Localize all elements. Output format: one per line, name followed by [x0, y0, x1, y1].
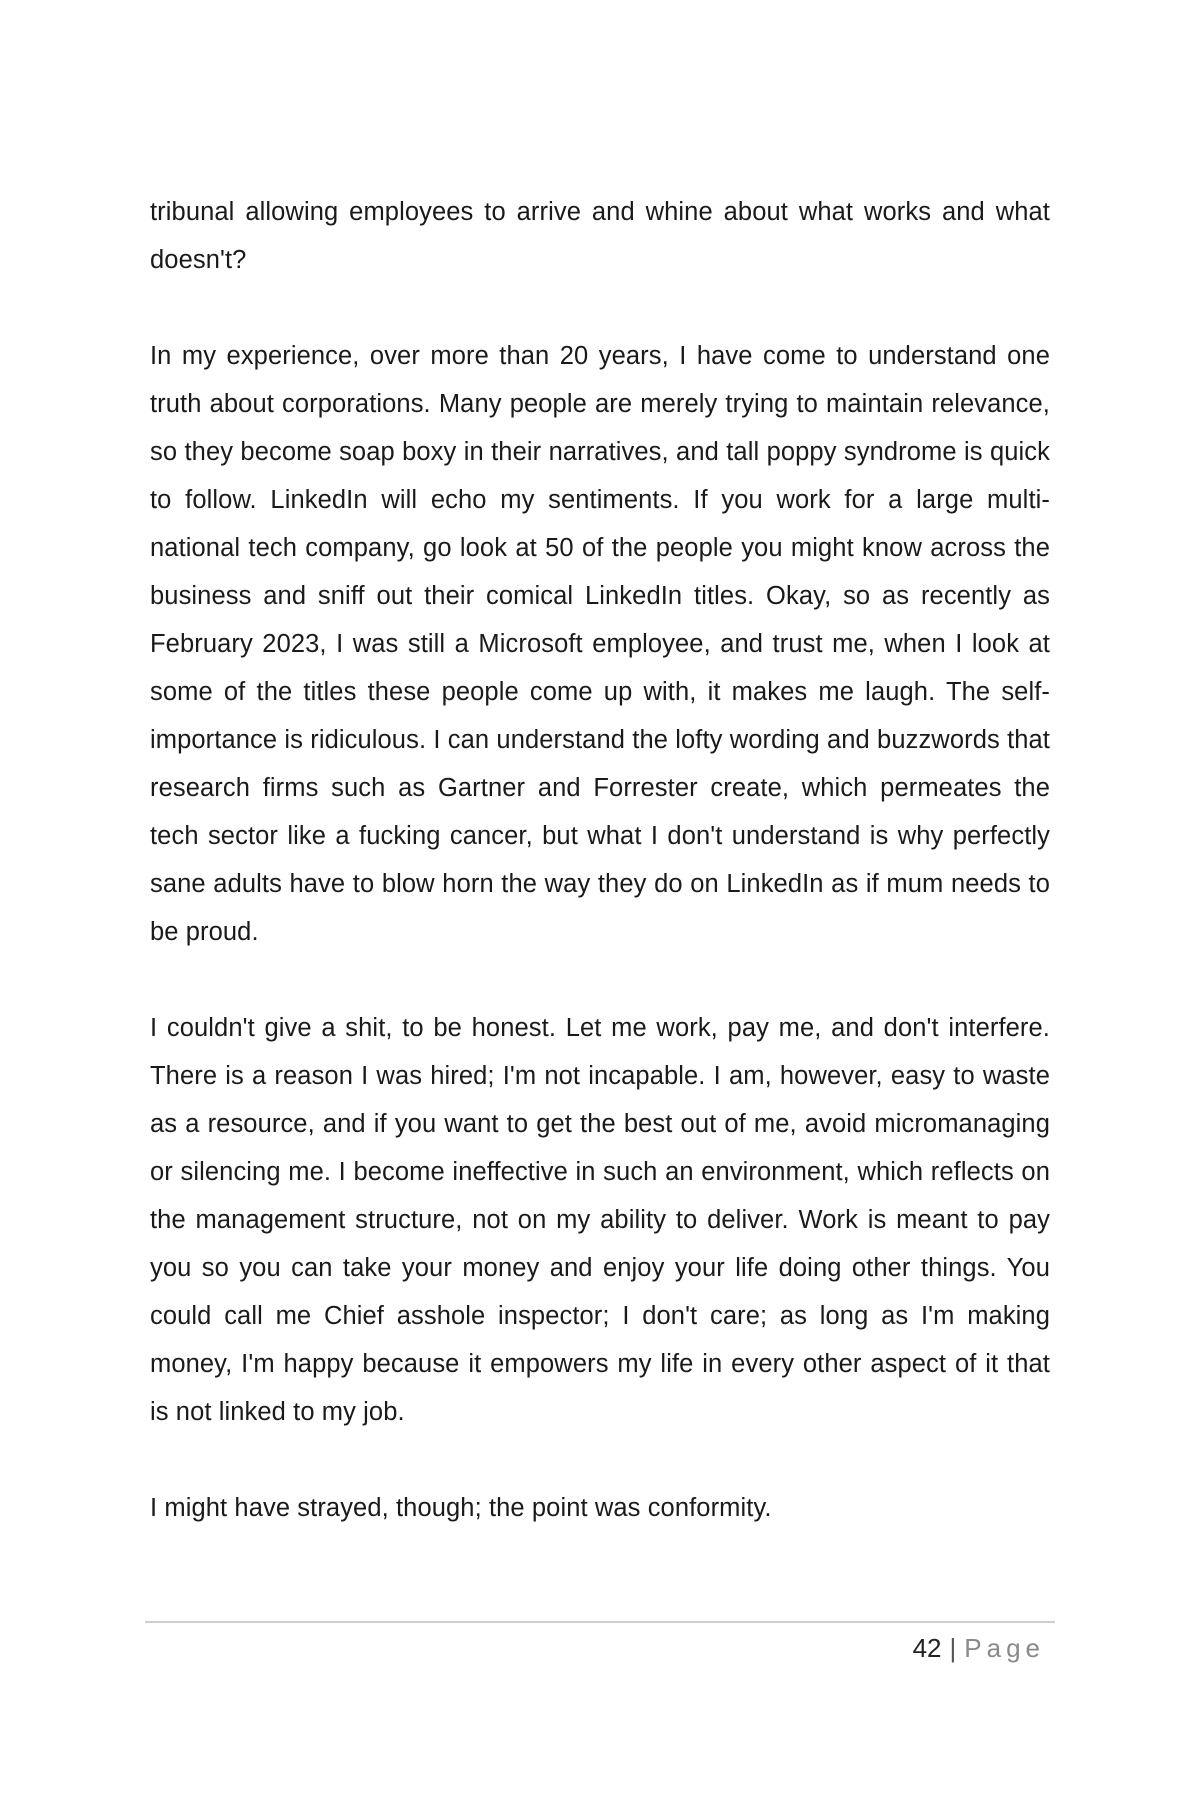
page-footer	[913, 1628, 1045, 1668]
paragraph: I couldn't give a shit, to be honest. Let me work, pay me, and don't interfere. There is a reason I was hired; I'm not incapable. I am, however, easy to waste as a resource, and if you want to get the best out of me, avoid micromanaging or silencing me. I become ineffective in such an environment, which reflects on the management structure, not on my ability to deliver. Work is meant to pay you so you can take your money and enjoy your life doing other things. You could call me Chief asshole inspector; I don't care; as long as I'm making money, I'm happy because it empowers my life in every other aspect of it that is not linked to my job.	[150, 1014, 1050, 1426]
page-label: Page	[964, 1633, 1045, 1663]
paragraph: I might have strayed, though; the point was conformity.	[150, 1494, 772, 1522]
page-number: 42	[912, 1633, 942, 1663]
paragraph: In my experience, over more than 20 years, I have come to understand one truth about corporations. Many people are merely trying to maintain relevance, so they become soap boxy in their narratives, and tall poppy syndrome is quick to follow. LinkedIn will echo my sentiments. If you work for a large multi-national tech company, go look at 50 of the people you might know across the business and sniff out their comical LinkedIn titles. Okay, so as recently as February 2023, I was still a Microsoft employee, and trust me, when I look at some of the titles these people come up with, it makes me laugh. The self-importance is ridiculous. I can understand the lofty wording and buzzwords that research firms such as Gartner and Forrester create, which permeates the tech sector like a fucking cancer, but what I don't understand is why perfectly sane adults have to blow horn the way they do on LinkedIn as if mum needs to be proud.	[150, 342, 1050, 946]
footer-divider	[145, 1621, 1055, 1623]
paragraph: tribunal allowing employees to arrive and whine about what works and what doesn't?	[150, 198, 1050, 274]
body-text	[150, 188, 1050, 1580]
footer-separator: |	[949, 1633, 957, 1663]
